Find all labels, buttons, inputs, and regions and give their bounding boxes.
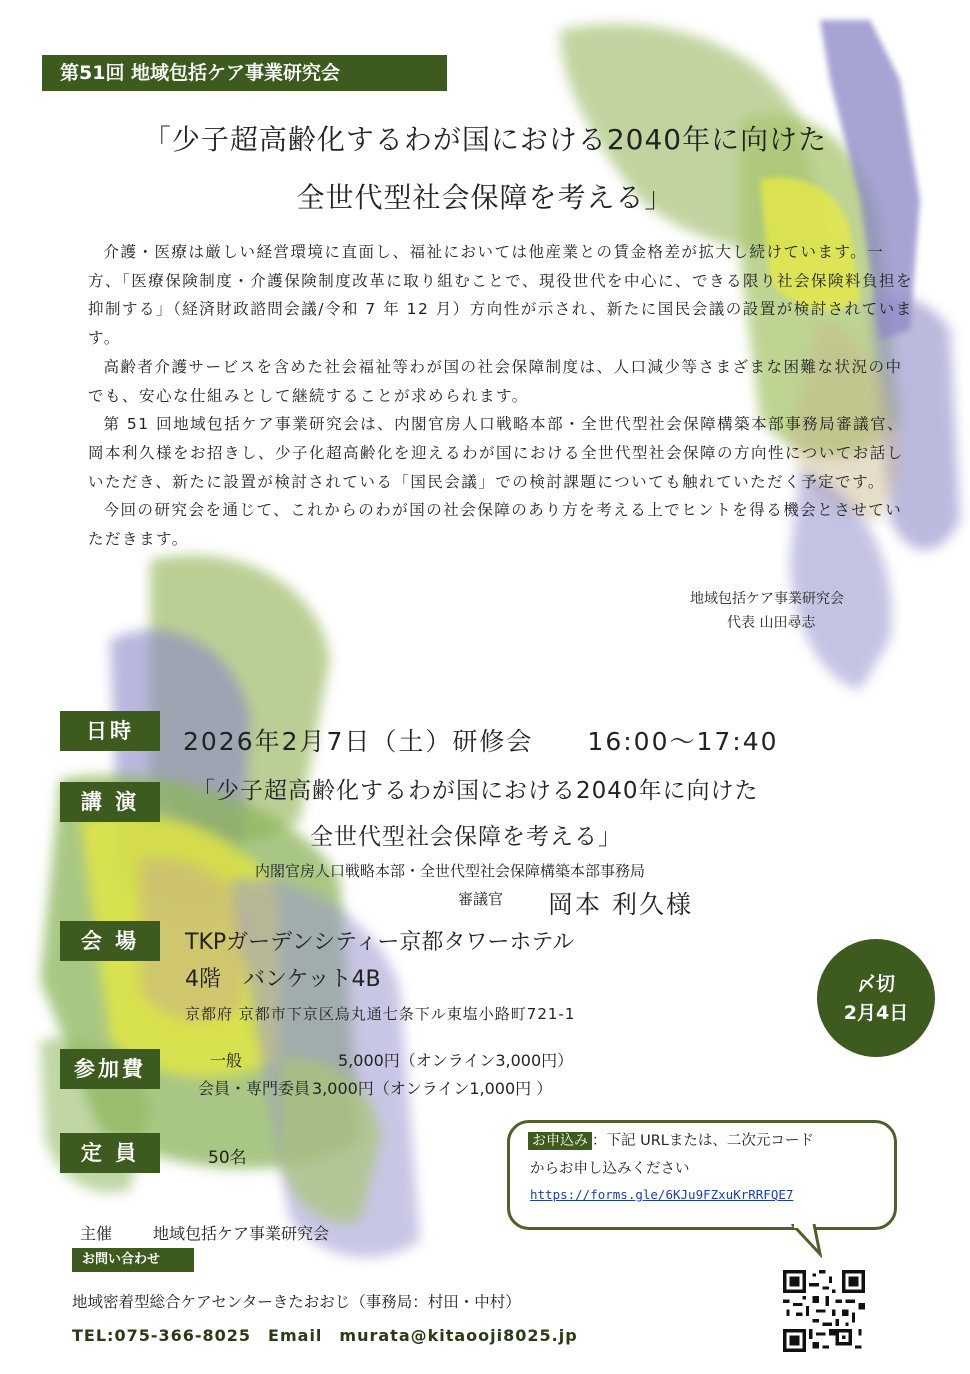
capacity-label: 定 員 bbox=[60, 1133, 160, 1173]
speaker-title: 審議官 bbox=[458, 890, 504, 908]
fee-general-value: 5,000円（オンライン3,000円） bbox=[338, 1051, 574, 1070]
contact-org: 地域密着型総合ケアセンターきたおおじ（事務局：村田・中村） bbox=[72, 1293, 521, 1311]
fee-member-value: 3,000円（オンライン1,000円 ） bbox=[312, 1079, 553, 1098]
contact-tel-email: TEL:075-366-8025 Email murata@kitaooji8025.jp bbox=[72, 1326, 578, 1345]
contact-tag: お問い合わせ bbox=[72, 1248, 194, 1272]
intro-paragraph: 介護・医療は厳しい経営環境に直面し、福祉においては他産業との賃金格差が拡大し続けています。一方、「医療保険制度・介護保険制度改革に取り組むことで、現役世代を中心に、できる限り社会保険料負担を抑制する」（経済財政諮問会議/令和 7 年 12 月）方向性が示され、新たに国民会議の設置が検討されています。 bbox=[88, 243, 913, 348]
bubble-tail bbox=[790, 1224, 830, 1258]
venue-line-1: TKPガーデンシティー京都タワーホテル bbox=[185, 930, 575, 955]
datetime-value: 2026年2月7日（土）研修会 16:00～17:40 bbox=[183, 727, 779, 756]
header-badge: 第51回 地域包括ケア事業研究会 bbox=[42, 55, 447, 91]
lecture-title-line-1: 「少子超高齢化するわが国における2040年に向けた bbox=[192, 778, 759, 804]
fee-member-label: 会員・専門委員 bbox=[198, 1079, 311, 1098]
speaker-org: 内閣官房人口戦略本部・全世代型社会保障構築本部事務局 bbox=[255, 862, 646, 880]
datetime-label: 日時 bbox=[60, 711, 160, 751]
intro-paragraph: 今回の研究会を通じて、これからのわが国の社会保障のあり方を考える上でヒントを得る機会とさせていただきます。 bbox=[88, 501, 903, 549]
apply-text-line-1 bbox=[528, 1129, 814, 1150]
speaker-name: 岡本 利久様 bbox=[548, 890, 693, 919]
application-bubble bbox=[507, 1120, 897, 1230]
organizer-label: 主催 bbox=[80, 1224, 113, 1243]
fee-general-label: 一般 bbox=[210, 1051, 243, 1070]
venue-address: 京都府 京都市下京区烏丸通七条下ル東塩小路町721-1 bbox=[185, 1005, 576, 1023]
deadline-line-2: 2月4日 bbox=[843, 1002, 909, 1024]
qr-code[interactable] bbox=[783, 1270, 865, 1352]
fee-label: 参加費 bbox=[60, 1049, 160, 1089]
organizer-value: 地域包括ケア事業研究会 bbox=[153, 1224, 330, 1243]
title-line-1: 「少子超高齢化するわが国における2040年に向けた bbox=[142, 123, 828, 156]
intro-paragraph: 第 51 回地域包括ケア事業研究会は、内閣官房人口戦略本部・全世代型社会保障構築本部事務局審議官、岡本利久様をお招きし、少子化超高齢化を迎えるわが国における全世代型社会保障の方向性についてお話しいただき、新たに設置が検討されている「国民会議」での検討課題についても触れていただく予定です。 bbox=[88, 415, 905, 491]
capacity-value: 50名 bbox=[208, 1148, 247, 1168]
apply-url-link[interactable]: https://forms.gle/6KJu9FZxuKrRRFQE7 bbox=[530, 1187, 794, 1202]
venue-label: 会 場 bbox=[60, 921, 160, 961]
apply-tag: お申込み bbox=[528, 1132, 592, 1150]
deadline-badge bbox=[817, 939, 935, 1057]
deadline-line-1: 〆切 bbox=[856, 973, 895, 995]
apply-text-2: からお申し込みください bbox=[530, 1161, 690, 1177]
intro-text bbox=[88, 238, 913, 554]
apply-text-1: ：下記 URLまたは、二次元コード bbox=[592, 1133, 814, 1149]
signature-org: 地域包括ケア事業研究会 bbox=[690, 591, 844, 607]
venue-line-2: 4階 バンケット4B bbox=[185, 967, 381, 992]
title-line-2: 全世代型社会保障を考える」 bbox=[296, 181, 674, 214]
signature-name: 代表 山田尋志 bbox=[727, 615, 816, 631]
intro-paragraph: 高齢者介護サービスを含めた社会福祉等わが国の社会保障制度は、人口減少等さまざまな困難な状況の中でも、安心な仕組みとして継続することが求められます。 bbox=[88, 357, 903, 405]
lecture-label: 講 演 bbox=[60, 782, 160, 822]
lecture-title-line-2: 全世代型社会保障を考える」 bbox=[310, 824, 622, 850]
